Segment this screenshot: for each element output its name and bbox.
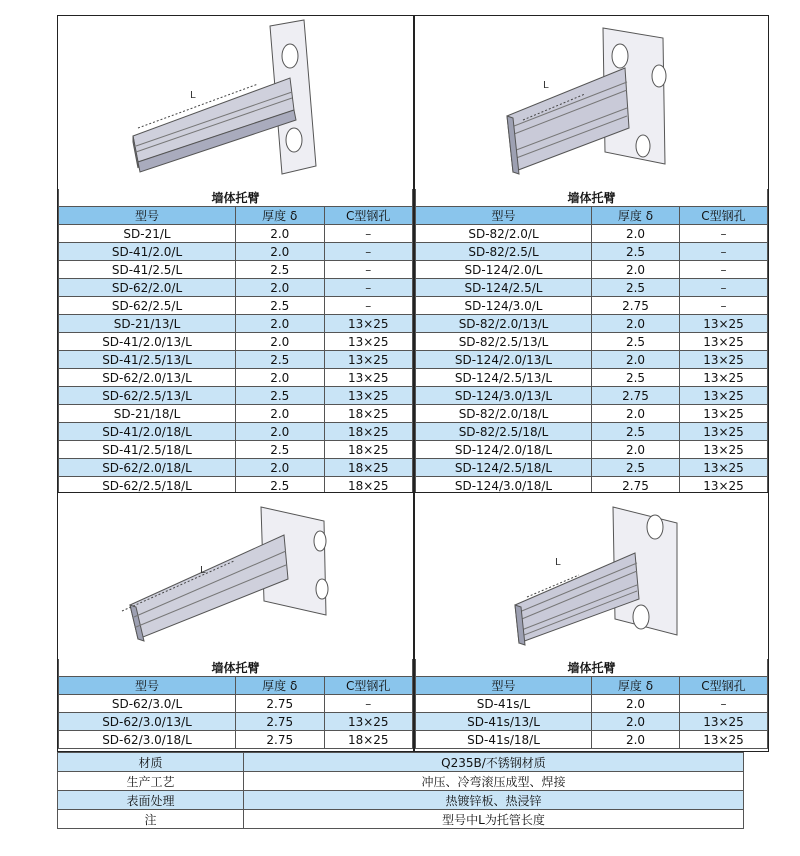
model-cell: SD-62/2.0/L [59, 279, 236, 297]
table-row [416, 731, 768, 749]
table-row [59, 315, 413, 333]
hole-cell: – [680, 695, 768, 713]
table-row [59, 731, 413, 749]
model-cell: SD-21/18/L [59, 405, 236, 423]
thickness-cell: 2.75 [592, 297, 680, 315]
table-row [59, 279, 413, 297]
thickness-cell: 2.75 [592, 387, 680, 405]
model-cell: SD-82/2.5/L [416, 243, 592, 261]
thickness-cell: 2.75 [236, 713, 325, 731]
thickness-cell: 2.0 [236, 315, 325, 333]
table-row [59, 243, 413, 261]
model-cell: SD-41/2.0/13/L [59, 333, 236, 351]
model-cell: SD-62/2.5/13/L [59, 387, 236, 405]
table-row [59, 369, 413, 387]
thickness-cell: 2.75 [592, 477, 680, 495]
model-cell: SD-124/2.0/18/L [416, 441, 592, 459]
table-row [416, 459, 768, 477]
model-header: 型号 [416, 207, 592, 225]
hole-cell: – [324, 261, 413, 279]
model-cell: SD-41/2.0/18/L [59, 423, 236, 441]
model-cell: SD-62/3.0/18/L [59, 731, 236, 749]
model-cell: SD-124/2.5/L [416, 279, 592, 297]
table-title: 墙体托臂 [59, 189, 413, 207]
property-key: 生产工艺 [58, 772, 244, 791]
spec-table [415, 189, 768, 495]
thickness-cell: 2.5 [236, 441, 325, 459]
hole-cell: 13×25 [680, 423, 768, 441]
thickness-header: 厚度 δ [592, 207, 680, 225]
hole-cell: 13×25 [680, 477, 768, 495]
table-row [416, 423, 768, 441]
thickness-cell: 2.0 [236, 423, 325, 441]
hole-header: C型钢孔 [324, 207, 413, 225]
table-row [59, 351, 413, 369]
hole-cell: 18×25 [324, 405, 413, 423]
bracket-illustration [58, 493, 413, 660]
table-row [416, 279, 768, 297]
model-cell: SD-62/2.0/13/L [59, 369, 236, 387]
model-cell: SD-124/2.5/13/L [416, 369, 592, 387]
model-cell: SD-62/2.5/18/L [59, 477, 236, 495]
model-cell: SD-41s/13/L [416, 713, 592, 731]
hole-cell: 18×25 [324, 731, 413, 749]
hole-cell: – [324, 243, 413, 261]
properties-table [57, 752, 744, 829]
thickness-header: 厚度 δ [592, 677, 680, 695]
thickness-cell: 2.5 [592, 333, 680, 351]
model-cell: SD-124/3.0/L [416, 297, 592, 315]
hole-cell: 18×25 [324, 459, 413, 477]
model-cell: SD-82/2.0/13/L [416, 315, 592, 333]
model-cell: SD-62/3.0/13/L [59, 713, 236, 731]
thickness-cell: 2.0 [236, 369, 325, 387]
bracket-panel-3 [57, 492, 414, 752]
thickness-cell: 2.0 [236, 405, 325, 423]
model-cell: SD-41s/18/L [416, 731, 592, 749]
hole-cell: 13×25 [680, 459, 768, 477]
model-cell: SD-82/2.0/L [416, 225, 592, 243]
hole-cell: 13×25 [680, 333, 768, 351]
hole-cell: – [680, 243, 768, 261]
table-row [416, 713, 768, 731]
model-cell: SD-41/2.5/13/L [59, 351, 236, 369]
thickness-cell: 2.0 [236, 225, 325, 243]
hole-cell: 13×25 [680, 441, 768, 459]
dimension-label: L [555, 557, 561, 568]
hole-cell: 13×25 [680, 351, 768, 369]
model-cell: SD-62/2.0/18/L [59, 459, 236, 477]
hole-cell: 13×25 [324, 315, 413, 333]
property-key: 表面处理 [58, 791, 244, 810]
table-row [416, 387, 768, 405]
property-value: 冲压、冷弯滚压成型、焊接 [244, 772, 744, 791]
thickness-header: 厚度 δ [236, 677, 325, 695]
bracket-panel-1 [57, 15, 414, 492]
spec-table [415, 659, 768, 749]
property-key: 注 [58, 810, 244, 829]
thickness-cell: 2.75 [236, 695, 325, 713]
hole-cell: 18×25 [324, 423, 413, 441]
hole-cell: 13×25 [680, 731, 768, 749]
model-header: 型号 [59, 677, 236, 695]
thickness-cell: 2.0 [236, 243, 325, 261]
thickness-cell: 2.0 [592, 695, 680, 713]
property-value: 热镀锌板、热浸锌 [244, 791, 744, 810]
hole-cell: 13×25 [680, 387, 768, 405]
thickness-cell: 2.0 [592, 713, 680, 731]
table-row [416, 405, 768, 423]
model-cell: SD-21/13/L [59, 315, 236, 333]
table-title: 墙体托臂 [59, 659, 413, 677]
thickness-cell: 2.5 [236, 297, 325, 315]
hole-cell: 13×25 [680, 713, 768, 731]
thickness-cell: 2.0 [236, 333, 325, 351]
table-row [59, 387, 413, 405]
hole-cell: 13×25 [324, 713, 413, 731]
table-row [416, 369, 768, 387]
model-cell: SD-124/3.0/18/L [416, 477, 592, 495]
model-cell: SD-41/2.5/18/L [59, 441, 236, 459]
hole-cell: – [680, 297, 768, 315]
table-row [416, 315, 768, 333]
thickness-cell: 2.0 [592, 315, 680, 333]
table-row [59, 423, 413, 441]
spec-table [58, 189, 413, 495]
model-cell: SD-41s/L [416, 695, 592, 713]
thickness-cell: 2.0 [236, 279, 325, 297]
model-cell: SD-21/L [59, 225, 236, 243]
table-row [416, 225, 768, 243]
model-header: 型号 [416, 677, 592, 695]
header-row [416, 677, 768, 695]
table-row [59, 441, 413, 459]
model-cell: SD-82/2.5/18/L [416, 423, 592, 441]
thickness-cell: 2.5 [236, 387, 325, 405]
bracket-panel-2 [414, 15, 769, 492]
hole-header: C型钢孔 [324, 677, 413, 695]
model-cell: SD-82/2.5/13/L [416, 333, 592, 351]
bracket-illustration [58, 16, 413, 190]
hole-cell: 18×25 [324, 477, 413, 495]
model-cell: SD-124/2.0/L [416, 261, 592, 279]
header-row [59, 207, 413, 225]
table-row [59, 405, 413, 423]
model-cell: SD-41/2.0/L [59, 243, 236, 261]
hole-cell: 13×25 [680, 315, 768, 333]
table-row [59, 459, 413, 477]
table-row [416, 243, 768, 261]
property-row [58, 810, 744, 829]
spec-table [58, 659, 413, 749]
thickness-cell: 2.0 [592, 351, 680, 369]
hole-cell: – [324, 695, 413, 713]
thickness-cell: 2.5 [592, 279, 680, 297]
thickness-cell: 2.0 [236, 459, 325, 477]
hole-cell: – [324, 225, 413, 243]
header-row [416, 207, 768, 225]
model-cell: SD-41/2.5/L [59, 261, 236, 279]
hole-cell: 13×25 [324, 387, 413, 405]
table-row [416, 333, 768, 351]
thickness-cell: 2.5 [236, 261, 325, 279]
property-value: Q235B/不锈钢材质 [244, 753, 744, 772]
hole-header: C型钢孔 [680, 677, 768, 695]
table-row [59, 261, 413, 279]
table-row [59, 297, 413, 315]
thickness-cell: 2.0 [592, 405, 680, 423]
table-row [416, 351, 768, 369]
dimension-label: L [200, 565, 206, 576]
table-row [416, 261, 768, 279]
hole-header: C型钢孔 [680, 207, 768, 225]
hole-cell: – [680, 279, 768, 297]
table-row [416, 695, 768, 713]
hole-cell: 13×25 [680, 405, 768, 423]
hole-cell: – [680, 225, 768, 243]
hole-cell: – [324, 279, 413, 297]
thickness-header: 厚度 δ [236, 207, 325, 225]
thickness-cell: 2.5 [592, 423, 680, 441]
table-row [59, 333, 413, 351]
hole-cell: – [324, 297, 413, 315]
table-row [59, 713, 413, 731]
table-row [59, 695, 413, 713]
model-cell: SD-62/3.0/L [59, 695, 236, 713]
model-cell: SD-82/2.0/18/L [416, 405, 592, 423]
thickness-cell: 2.0 [592, 441, 680, 459]
hole-cell: – [680, 261, 768, 279]
hole-cell: 13×25 [324, 351, 413, 369]
thickness-cell: 2.5 [592, 243, 680, 261]
dimension-label: L [543, 80, 549, 91]
model-cell: SD-124/3.0/13/L [416, 387, 592, 405]
property-value: 型号中L为托管长度 [244, 810, 744, 829]
header-row [59, 677, 413, 695]
table-title: 墙体托臂 [416, 189, 768, 207]
property-row [58, 772, 744, 791]
bracket-illustration [415, 16, 768, 190]
model-cell: SD-124/2.0/13/L [416, 351, 592, 369]
model-cell: SD-62/2.5/L [59, 297, 236, 315]
property-row [58, 791, 744, 810]
dimension-label: L [190, 90, 196, 101]
property-row [58, 753, 744, 772]
thickness-cell: 2.75 [236, 731, 325, 749]
thickness-cell: 2.5 [236, 351, 325, 369]
hole-cell: 13×25 [680, 369, 768, 387]
thickness-cell: 2.0 [592, 225, 680, 243]
thickness-cell: 2.0 [592, 261, 680, 279]
hole-cell: 18×25 [324, 441, 413, 459]
thickness-cell: 2.5 [236, 477, 325, 495]
thickness-cell: 2.0 [592, 731, 680, 749]
table-row [416, 441, 768, 459]
hole-cell: 13×25 [324, 369, 413, 387]
table-row [59, 225, 413, 243]
table-row [416, 297, 768, 315]
model-header: 型号 [59, 207, 236, 225]
thickness-cell: 2.5 [592, 459, 680, 477]
table-title: 墙体托臂 [416, 659, 768, 677]
hole-cell: 13×25 [324, 333, 413, 351]
thickness-cell: 2.5 [592, 369, 680, 387]
model-cell: SD-124/2.5/18/L [416, 459, 592, 477]
property-key: 材质 [58, 753, 244, 772]
bracket-illustration [415, 493, 768, 660]
bracket-panel-4 [414, 492, 769, 752]
